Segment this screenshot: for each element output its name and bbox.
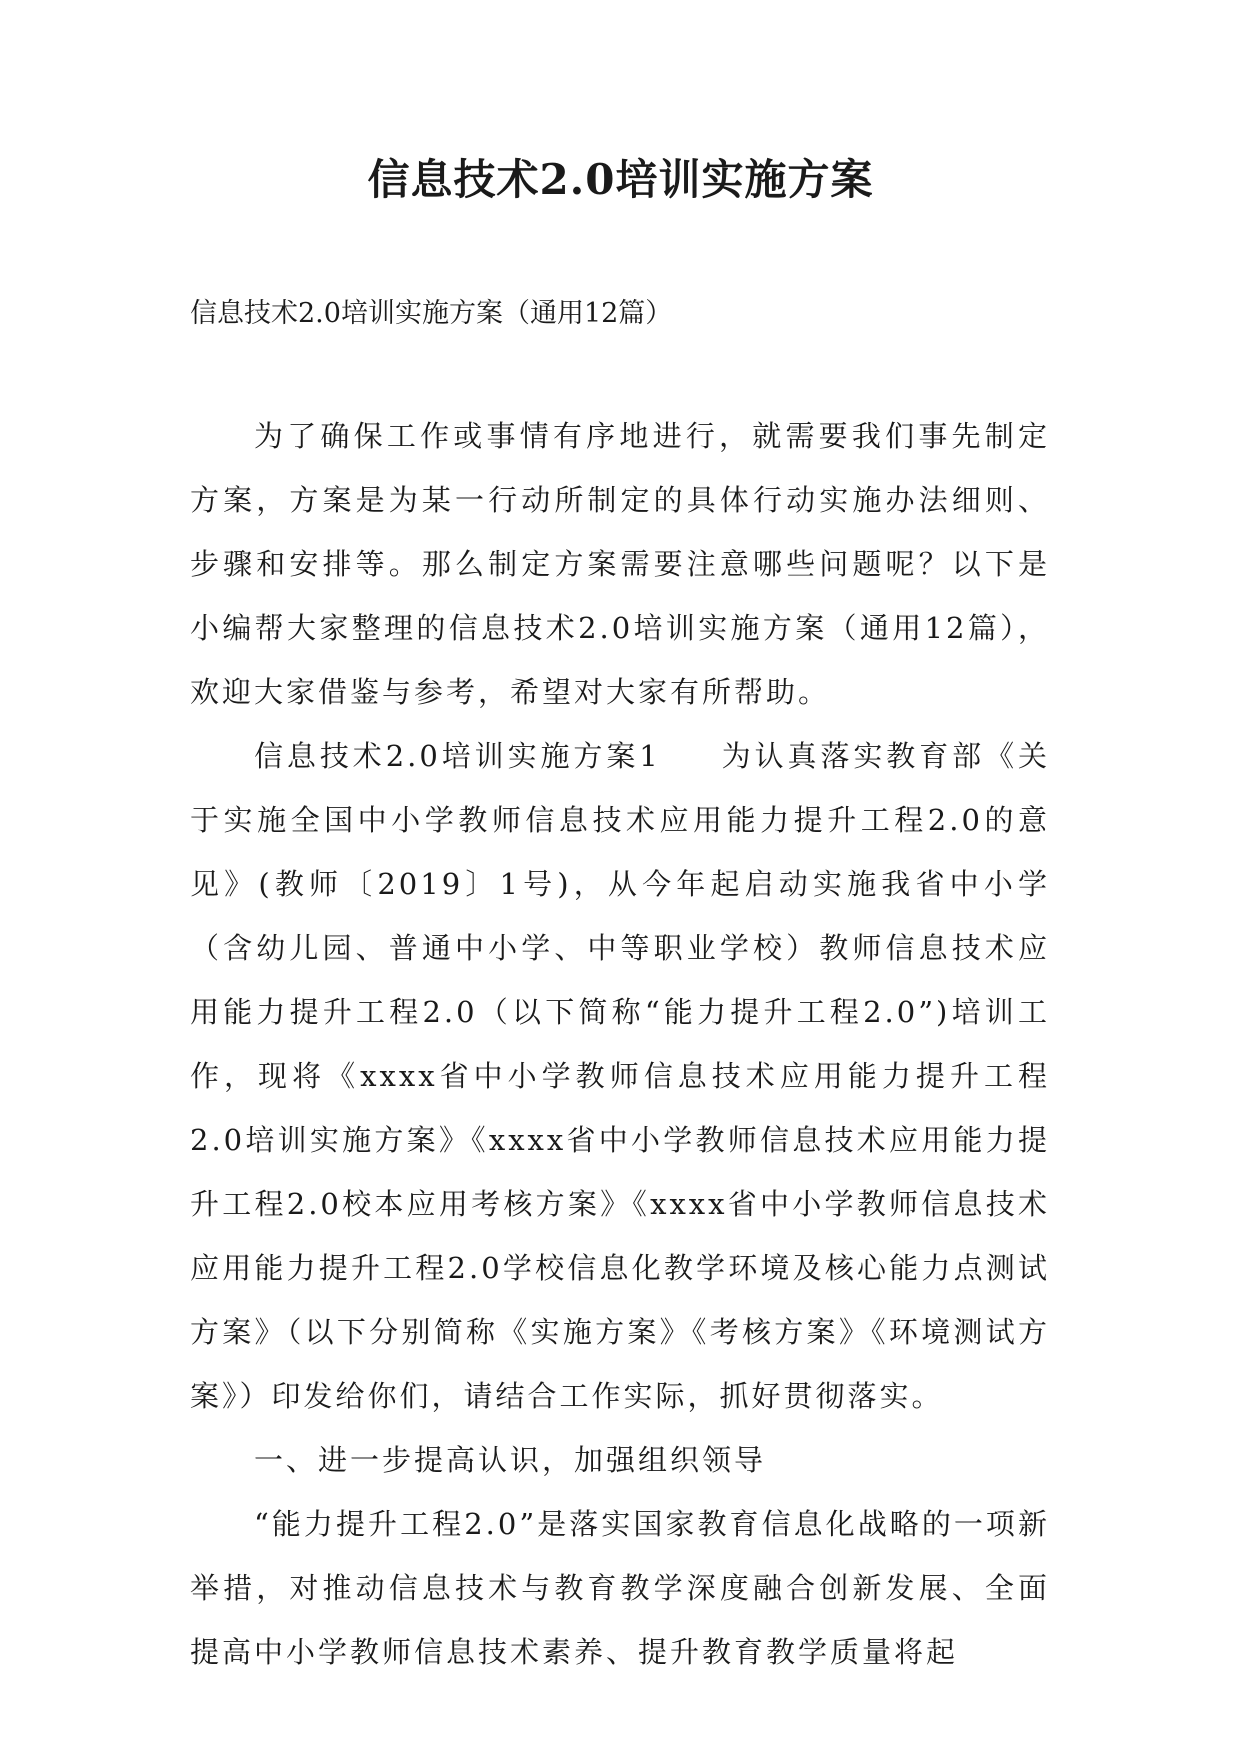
document-title: 信息技术2.0培训实施方案	[367, 155, 874, 204]
section-1-paragraph	[190, 724, 1050, 1428]
intro-paragraph: 为了确保工作或事情有序地进行，就需要我们事先制定方案，方案是为某一行动所制定的具体行动实施办法细则、步骤和安排等。那么制定方案需要注意哪些问题呢？以下是小编帮大家整理的信息技术2.0培训实施方案（通用12篇），欢迎大家借鉴与参考，希望对大家有所帮助。	[190, 419, 1050, 709]
document-subtitle: 信息技术2.0培训实施方案（通用12篇）	[190, 298, 673, 329]
section-heading: 信息技术2.0培训实施方案1	[254, 739, 661, 773]
document-body	[190, 404, 1050, 1684]
section-1-text: 为认真落实教育部《关于实施全国中小学教师信息技术应用能力提升工程2.0的意见》(教师〔2019〕1号)，从今年起启动实施我省中小学（含幼儿园、普通中小学、中等职业学校）教师信息技术应用能力提升工程2.0（以下简称“能力提升工程2.0”)培训工作，现将《xxxx省中小学教师信息技术应用能力提升工程2.0培训实施方案》《xxxx省中小学教师信息技术应用能力提升工程2.0校本应用考核方案》《xxxx省中小学教师信息技术应用能力提升工程2.0学校信息化教学环境及核心能力点测试方案》（以下分别简称《实施方案》《考核方案》《环境测试方案》）印发给你们，请结合工作实际，抓好贯彻落实。	[190, 739, 1050, 1413]
subsection-heading: 一、进一步提高认识，加强组织领导	[254, 1443, 767, 1477]
body-paragraph: “能力提升工程2.0”是落实国家教育信息化战略的一项新举措，对推动信息技术与教育教学深度融合创新发展、全面提高中小学教师信息技术素养、提升教育教学质量将起	[190, 1507, 1050, 1669]
